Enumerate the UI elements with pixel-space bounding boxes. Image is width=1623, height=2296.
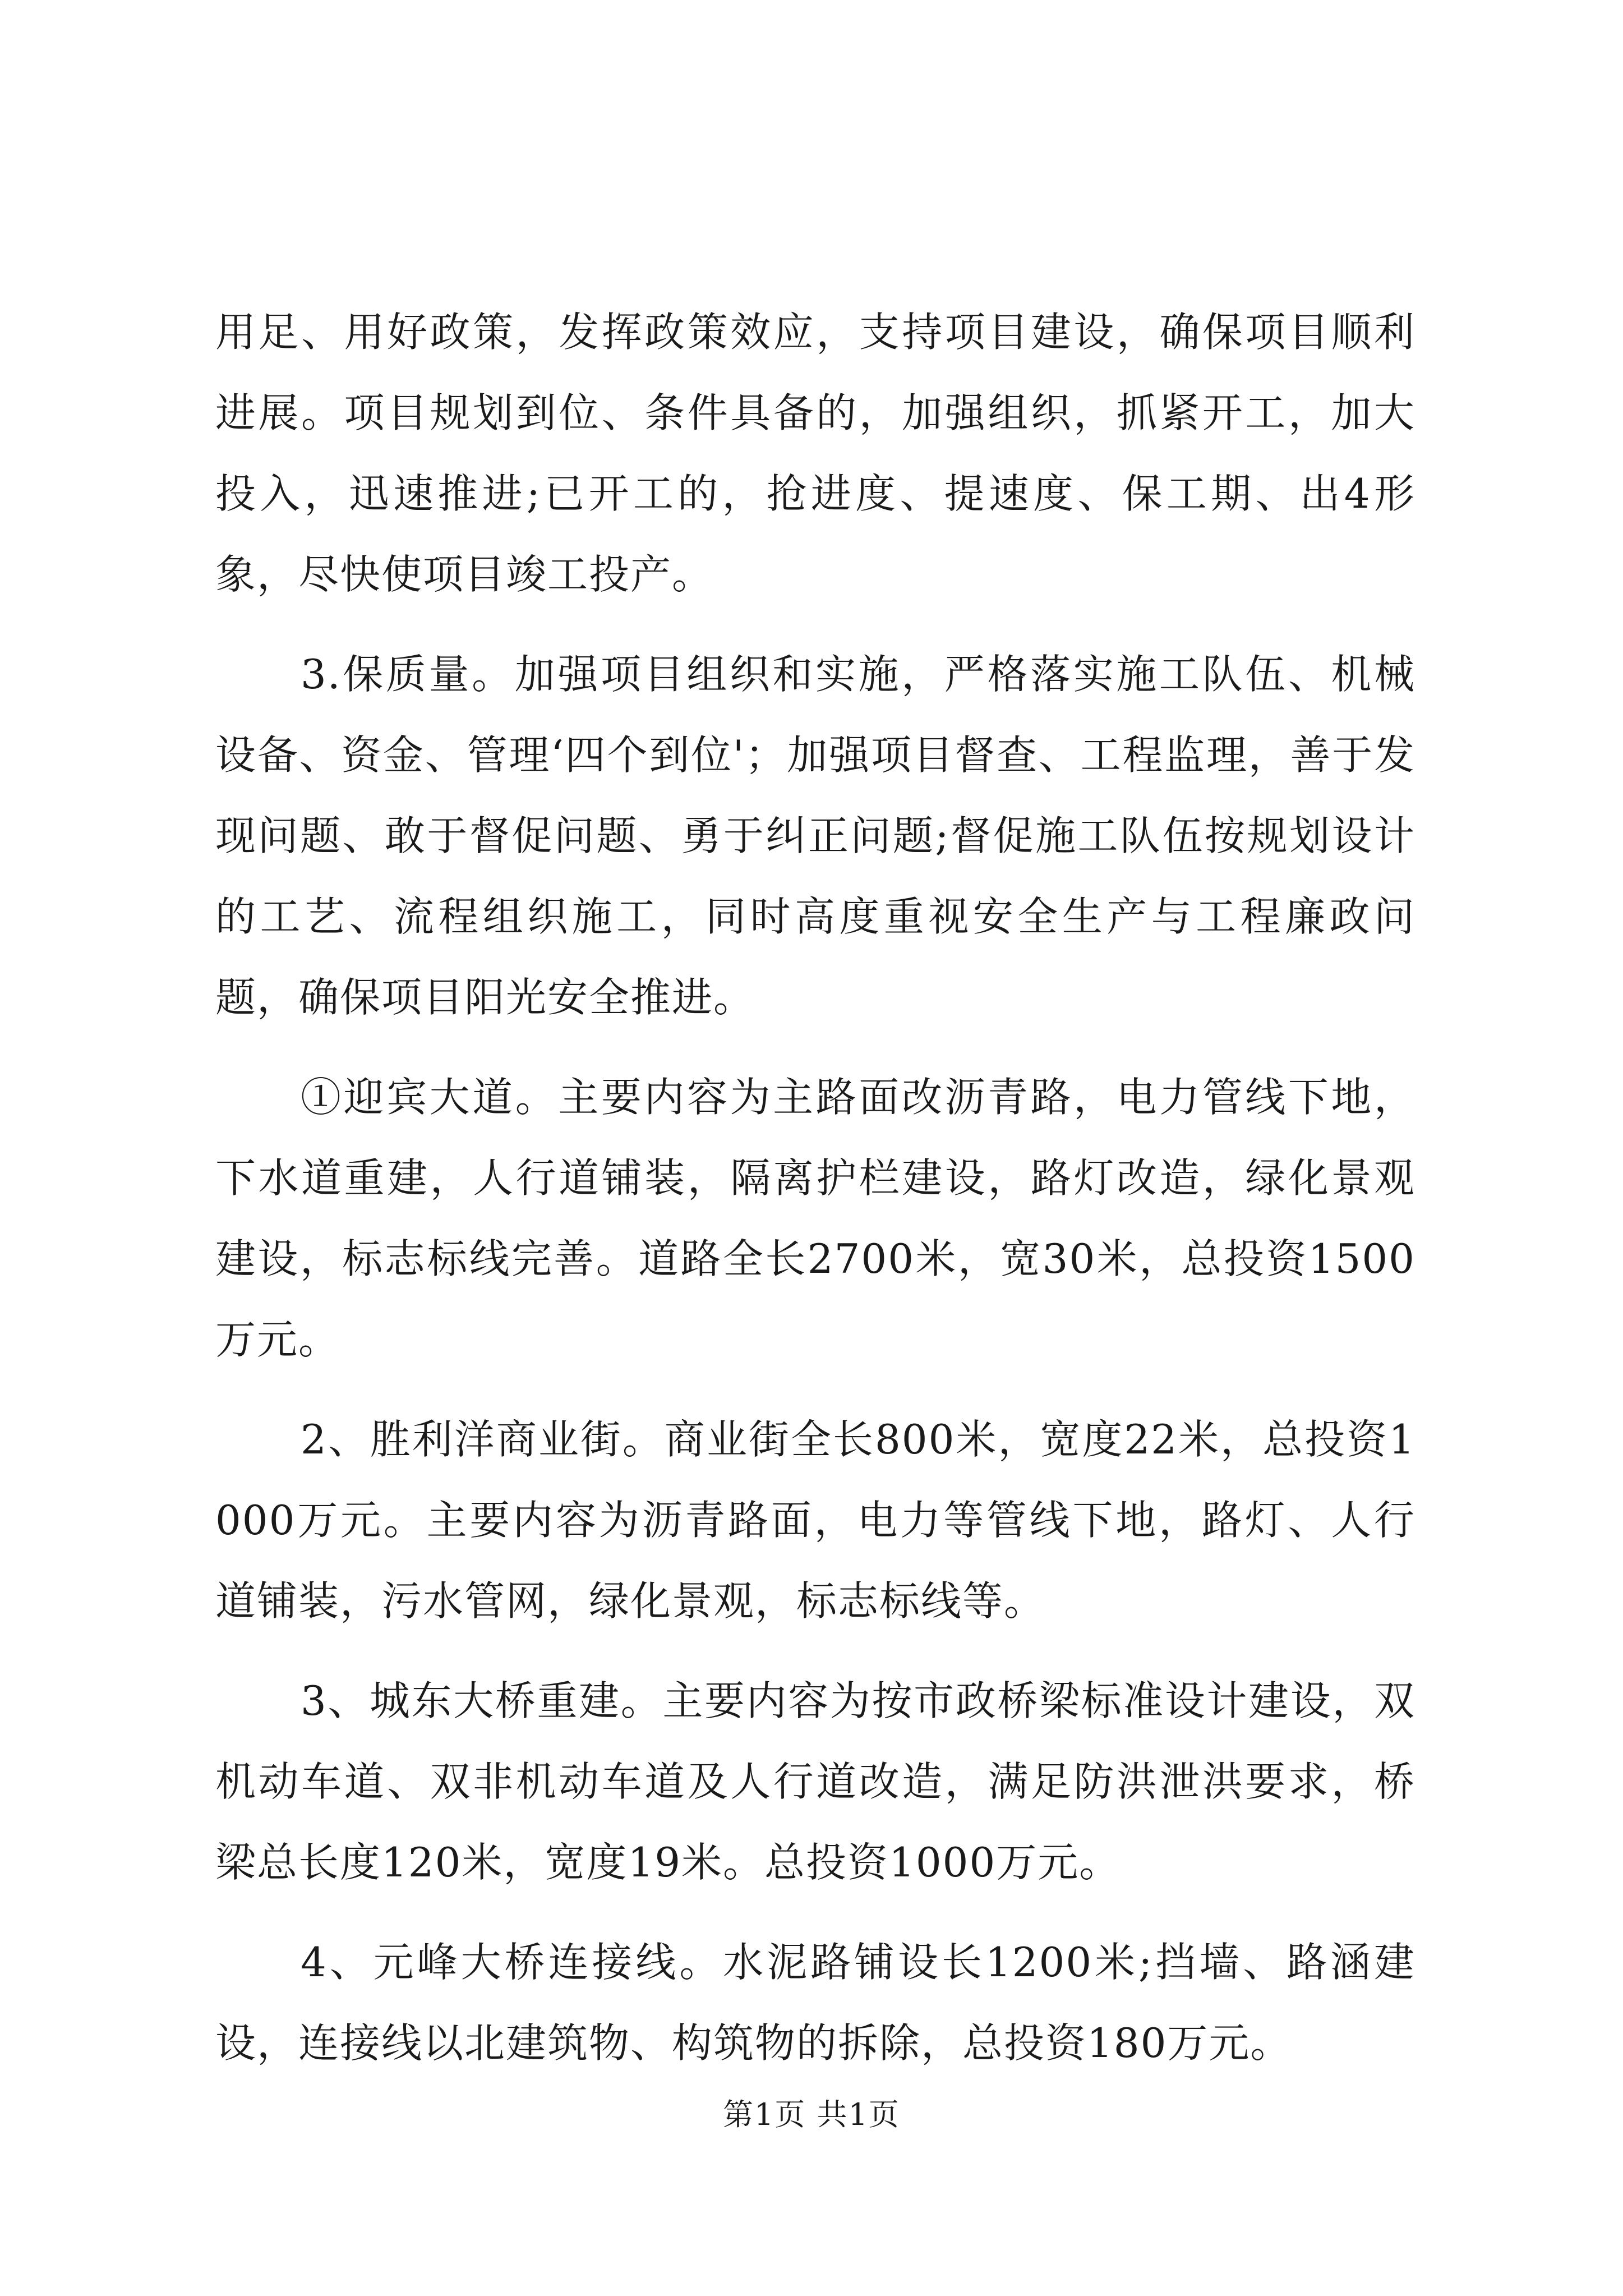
paragraph-yuanfeng-bridge-link: 4、元峰大桥连接线。水泥路铺设长1200米;挡墙、路涵建设，连接线以北建筑物、构筑物的拆除，总投资180万元。 xyxy=(215,1939,1415,2067)
paragraph-shengliyang-street: 2、胜利洋商业街。商业街全长800米，宽度22米，总投资1000万元。主要内容为沥青路面，电力等管线下地，路灯、人行道铺装，污水管网，绿化景观，标志标线等。 xyxy=(215,1416,1415,1625)
document-body xyxy=(215,292,1415,2102)
page-footer: 第1页 共1页 xyxy=(723,2097,900,2132)
paragraph-policy-support: 用足、用好政策，发挥政策效应，支持项目建设，确保项目顺利进展。项目规划到位、条件具备的，加强组织，抓紧开工，加大投入，迅速推进;已开工的，抢进度、提速度、保工期、出4形象，尽快使项目竣工投产。 xyxy=(215,309,1415,598)
paragraph-quality-assurance: 3.保质量。加强项目组织和实施，严格落实施工队伍、机械设备、资金、管理‘四个到位'；加强项目督查、工程监理，善于发现问题、敢于督促问题、勇于纠正问题;督促施工队伍按规划设计的工艺、流程组织施工，同时高度重视安全生产与工程廉政问题，确保项目阳光安全推进。 xyxy=(215,651,1415,1021)
paragraph-chengdong-bridge: 3、城东大桥重建。主要内容为按市政桥梁标准设计建设，双机动车道、双非机动车道及人行道改造，满足防洪泄洪要求，桥梁总长度120米，宽度19米。总投资1000万元。 xyxy=(215,1677,1415,1886)
paragraph-yingbin-avenue: ①迎宾大道。主要内容为主路面改沥青路，电力管线下地，下水道重建，人行道铺装，隔离护栏建设，路灯改造，绿化景观建设，标志标线完善。道路全长2700米，宽30米，总投资1500万元。 xyxy=(215,1074,1415,1363)
